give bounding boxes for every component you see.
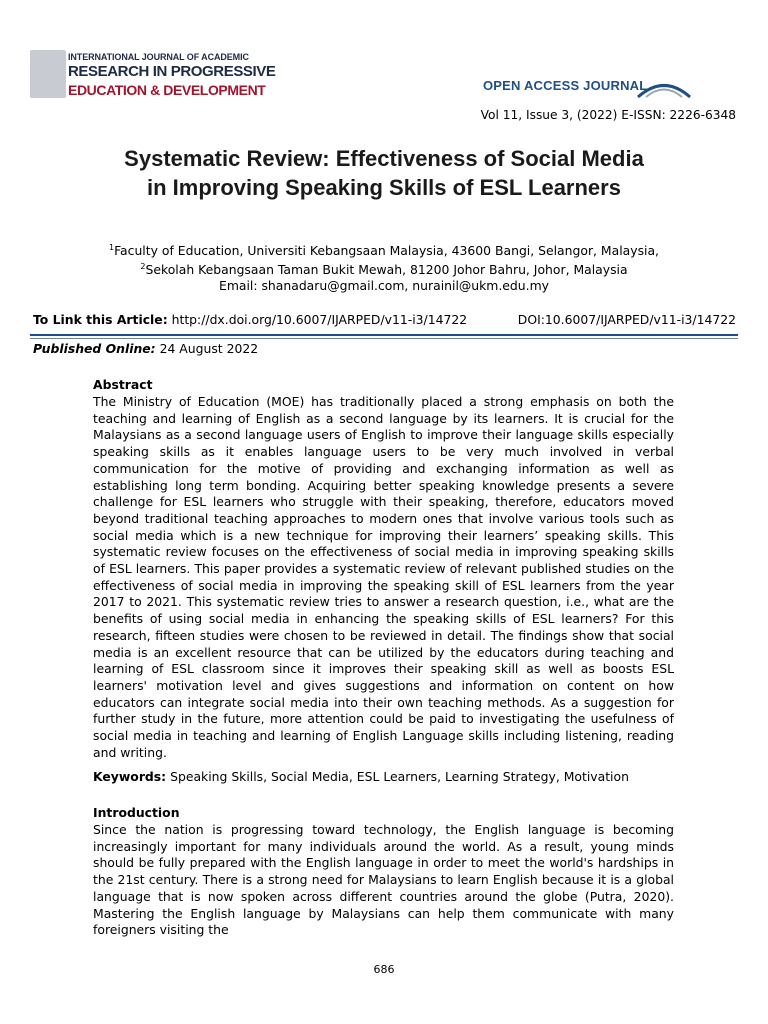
header-divider-thin [30,338,738,339]
logo-line1: INTERNATIONAL JOURNAL OF ACADEMIC [68,52,249,62]
journal-logo [30,50,276,102]
link-label: To Link this Article: [33,312,168,327]
title-line-1: Systematic Review: Effectiveness of Social Media [124,146,644,171]
abstract-text: The Ministry of Education (MOE) has traditionally placed a strong emphasis on both the teaching and learning of English as a second language by its learners. It is crucial for the Malaysians as a second language users of English to improve their language skills especially speaking skills as it enables language users to be very much involved in verbal communication for the motive of providing and exchanging information as well as establishing long term bonding. Acquiring better speaking knowledge presents a severe challenge for ESL learners who struggle with their speaking, therefore, educators moved beyond traditional teaching approaches to modern ones that involve various tools such as social media which is a new technique for improving their learners’ speaking skills. This systematic review focuses on the effectiveness of social media in improving speaking skills of ESL learners. This paper provides a systematic review of relevant published studies on the effectiveness of social media in improving the speaking skill of ESL learners from the year 2017 to 2021. This systematic review tries to answer a research question, i.e., what are the benefits of using social media in enhancing the speaking skills of ESL learners? For this research, fifteen studies were chosen to be reviewed in detail. The findings show that social media is an excellent resource that can be utilized by the educators during teaching and learning of ESL classroom since it improves their speaking skill as well as boosts ESL learners' motivation level and gives suggestions and information on content on how educators can integrate social media into their own teaching methods. As a suggestion for further study in the future, more attention could be paid to investigating the usefulness of social media in teaching and learning of English Language skills including listening, reading and writing. [93,394,674,760]
logo-line2: RESEARCH IN PROGRESSIVE [68,63,276,80]
article-link-row [33,312,736,327]
article-title [40,144,728,202]
logo-line3: EDUCATION & DEVELOPMENT [68,82,266,98]
open-access-arc-icon [636,80,692,98]
keywords-list: Speaking Skills, Social Media, ESL Learners, Learning Strategy, Motivation [170,769,629,784]
doi-text: DOI:10.6007/IJARPED/v11-i3/14722 [517,312,736,327]
affiliation-1-number: 1 [108,243,115,252]
author-email: Email: shanadaru@gmail.com, nurainil@ukm.edu.my [218,278,549,293]
title-line-2: in Improving Speaking Skills of ESL Learners [147,175,621,200]
keywords [93,769,629,784]
article-link[interactable]: http://dx.doi.org/10.6007/IJARPED/v11-i3/14722 [171,312,468,327]
introduction-heading: Introduction [93,805,180,820]
page-number: 686 [373,963,395,976]
header-divider [30,334,738,336]
published-date: 24 August 2022 [159,341,259,356]
published-label: Published Online: [33,341,156,356]
logo-emblem [30,50,66,98]
open-access-label: OPEN ACCESS JOURNAL [483,78,648,93]
published-online [33,341,258,356]
keywords-label: Keywords: [93,769,167,784]
affiliation-2-number: 2 [140,262,146,271]
affiliation-2-text: Sekolah Kebangsaan Taman Bukit Mewah, 81200 Johor Bahru, Johor, Malaysia [145,262,628,278]
volume-info: Vol 11, Issue 3, (2022) E-ISSN: 2226-6348 [480,108,736,122]
abstract-heading: Abstract [93,377,153,392]
affiliation-1-text: Faculty of Education, Universiti Kebangsaan Malaysia, 43600 Bangi, Selangor, Malaysia, [114,243,660,259]
introduction-text: Since the nation is progressing toward technology, the English language is becoming increasingly important for many individuals around the world. As a result, young minds should be fully prepared with the English language in order to meet the world's hardships in the 21st century. There is a strong need for Malaysians to learn English because it is a global language that is now spoken across different countries around the globe (Putra, 2020). Mastering the English language by Malaysians can help them communicate with many foreigners visiting the [93,822,674,938]
